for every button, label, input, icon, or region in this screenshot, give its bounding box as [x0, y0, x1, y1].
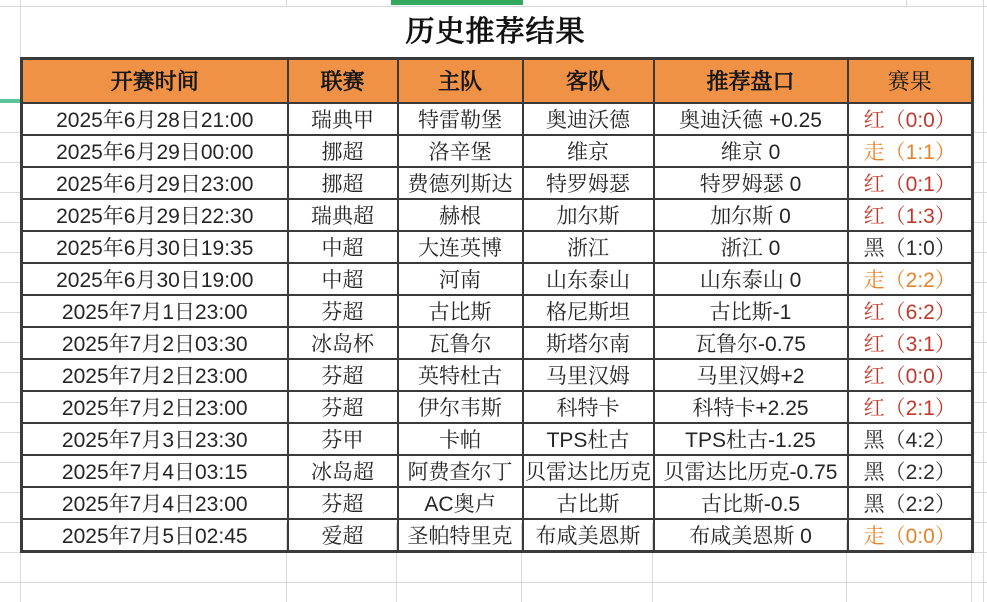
- cell-handicap[interactable]: 特罗姆瑟 0: [654, 167, 848, 199]
- gridline: [906, 0, 907, 6]
- table-row: [22, 487, 973, 519]
- cell-league[interactable]: 瑞典甲: [288, 103, 398, 135]
- cell-result[interactable]: 红（0:1）: [848, 167, 973, 199]
- cell-away[interactable]: 科特卡: [523, 391, 654, 423]
- cell-result[interactable]: 红（6:2）: [848, 295, 973, 327]
- column-header-result[interactable]: 赛果: [848, 59, 973, 103]
- header-row: [22, 59, 973, 103]
- column-header-home[interactable]: 主队: [398, 59, 523, 103]
- cell-result[interactable]: 走（2:2）: [848, 263, 973, 295]
- table-header: [22, 59, 973, 103]
- cell-league[interactable]: 中超: [288, 231, 398, 263]
- cell-handicap[interactable]: 奥迪沃德 +0.25: [654, 103, 848, 135]
- cell-away[interactable]: 浙江: [523, 231, 654, 263]
- cell-away[interactable]: 特罗姆瑟: [523, 167, 654, 199]
- column-header-time[interactable]: 开赛时间: [22, 59, 288, 103]
- cell-handicap[interactable]: 科特卡+2.25: [654, 391, 848, 423]
- cell-result[interactable]: 红（3:1）: [848, 327, 973, 359]
- cell-home[interactable]: 伊尔韦斯: [398, 391, 523, 423]
- cell-result[interactable]: 黑（1:0）: [848, 231, 973, 263]
- cell-handicap[interactable]: 古比斯-0.5: [654, 487, 848, 519]
- cell-result[interactable]: 红（0:0）: [848, 103, 973, 135]
- cell-home[interactable]: 大连英博: [398, 231, 523, 263]
- cell-handicap[interactable]: 布咸美恩斯 0: [654, 519, 848, 552]
- cell-league[interactable]: 芬超: [288, 359, 398, 391]
- cell-home[interactable]: AC奥卢: [398, 487, 523, 519]
- table-row: [22, 135, 973, 167]
- cell-handicap[interactable]: 加尔斯 0: [654, 199, 848, 231]
- cell-away[interactable]: 贝雷达比历克: [523, 455, 654, 487]
- cell-away[interactable]: 山东泰山: [523, 263, 654, 295]
- cell-home[interactable]: 特雷勒堡: [398, 103, 523, 135]
- cell-away[interactable]: 马里汉姆: [523, 359, 654, 391]
- table-row: [22, 167, 973, 199]
- cell-handicap[interactable]: 维京 0: [654, 135, 848, 167]
- table-row: [22, 391, 973, 423]
- cell-time[interactable]: 2025年7月2日23:00: [22, 391, 288, 423]
- page-title[interactable]: 历史推荐结果: [405, 16, 586, 48]
- cell-league[interactable]: 芬超: [288, 487, 398, 519]
- cell-handicap[interactable]: TPS杜古-1.25: [654, 423, 848, 455]
- cell-league[interactable]: 芬超: [288, 295, 398, 327]
- cell-league[interactable]: 芬甲: [288, 423, 398, 455]
- cell-league[interactable]: 冰岛超: [288, 455, 398, 487]
- cell-home[interactable]: 圣帕特里克: [398, 519, 523, 552]
- cell-league[interactable]: 芬超: [288, 391, 398, 423]
- cell-home[interactable]: 费德列斯达: [398, 167, 523, 199]
- cell-league[interactable]: 中超: [288, 263, 398, 295]
- cell-time[interactable]: 2025年7月4日03:15: [22, 455, 288, 487]
- cell-time[interactable]: 2025年6月30日19:00: [22, 263, 288, 295]
- cell-result[interactable]: 走（0:0）: [848, 519, 973, 552]
- cell-league[interactable]: 挪超: [288, 135, 398, 167]
- column-header-handicap[interactable]: 推荐盘口: [654, 59, 848, 103]
- cell-time[interactable]: 2025年7月4日23:00: [22, 487, 288, 519]
- table-row: [22, 263, 973, 295]
- cell-time[interactable]: 2025年7月2日23:00: [22, 359, 288, 391]
- cell-league[interactable]: 冰岛杯: [288, 327, 398, 359]
- cell-home[interactable]: 古比斯: [398, 295, 523, 327]
- cell-time[interactable]: 2025年7月1日23:00: [22, 295, 288, 327]
- table-row: [22, 231, 973, 263]
- cell-handicap[interactable]: 古比斯-1: [654, 295, 848, 327]
- cell-time[interactable]: 2025年6月29日23:00: [22, 167, 288, 199]
- cell-result[interactable]: 红（2:1）: [848, 391, 973, 423]
- cell-handicap[interactable]: 山东泰山 0: [654, 263, 848, 295]
- cell-home[interactable]: 洛辛堡: [398, 135, 523, 167]
- cell-away[interactable]: 斯塔尔南: [523, 327, 654, 359]
- cell-away[interactable]: 格尼斯坦: [523, 295, 654, 327]
- cell-result[interactable]: 红（1:3）: [848, 199, 973, 231]
- cell-handicap[interactable]: 贝雷达比历克-0.75: [654, 455, 848, 487]
- cell-away[interactable]: TPS杜古: [523, 423, 654, 455]
- table-row: [22, 359, 973, 391]
- cell-time[interactable]: 2025年7月5日02:45: [22, 519, 288, 552]
- gridline: [0, 582, 987, 583]
- column-header-away[interactable]: 客队: [523, 59, 654, 103]
- cell-away[interactable]: 维京: [523, 135, 654, 167]
- cell-home[interactable]: 英特杜古: [398, 359, 523, 391]
- table-row: [22, 423, 973, 455]
- table-row: [22, 103, 973, 135]
- table-body: [22, 103, 973, 552]
- cell-home[interactable]: 河南: [398, 263, 523, 295]
- cell-time[interactable]: 2025年6月29日22:30: [22, 199, 288, 231]
- cell-time[interactable]: 2025年7月3日23:30: [22, 423, 288, 455]
- cell-result[interactable]: 黑（2:2）: [848, 455, 973, 487]
- table-row: [22, 519, 973, 552]
- cell-time[interactable]: 2025年6月29日00:00: [22, 135, 288, 167]
- cell-result[interactable]: 红（0:0）: [848, 359, 973, 391]
- cell-home[interactable]: 瓦鲁尔: [398, 327, 523, 359]
- left-margin-gridlines: [0, 103, 20, 523]
- table-row: [22, 327, 973, 359]
- cell-result[interactable]: 走（1:1）: [848, 135, 973, 167]
- cell-handicap[interactable]: 瓦鲁尔-0.75: [654, 327, 848, 359]
- cell-result[interactable]: 黑（2:2）: [848, 487, 973, 519]
- cell-home[interactable]: 赫根: [398, 199, 523, 231]
- column-header-league[interactable]: 联赛: [288, 59, 398, 103]
- cell-away[interactable]: 古比斯: [523, 487, 654, 519]
- cell-selection-indicator: [391, 0, 523, 5]
- cell-away[interactable]: 布咸美恩斯: [523, 519, 654, 552]
- cell-league[interactable]: 瑞典超: [288, 199, 398, 231]
- cell-time[interactable]: 2025年6月30日19:35: [22, 231, 288, 263]
- cell-handicap[interactable]: 浙江 0: [654, 231, 848, 263]
- gridline: [0, 6, 987, 7]
- cell-result[interactable]: 黑（4:2）: [848, 423, 973, 455]
- gridline: [286, 0, 287, 6]
- table-row: [22, 455, 973, 487]
- table-row: [22, 199, 973, 231]
- cell-handicap[interactable]: 马里汉姆+2: [654, 359, 848, 391]
- cell-home[interactable]: 卡帕: [398, 423, 523, 455]
- cell-away[interactable]: 加尔斯: [523, 199, 654, 231]
- cell-time[interactable]: 2025年7月2日03:30: [22, 327, 288, 359]
- cell-time[interactable]: 2025年6月28日21:00: [22, 103, 288, 135]
- cell-league[interactable]: 爱超: [288, 519, 398, 552]
- cell-away[interactable]: 奥迪沃德: [523, 103, 654, 135]
- table-row: [22, 295, 973, 327]
- row-selection-mark: [0, 99, 20, 103]
- cell-home[interactable]: 阿费查尔丁: [398, 455, 523, 487]
- results-table: [20, 57, 974, 553]
- cell-league[interactable]: 挪超: [288, 167, 398, 199]
